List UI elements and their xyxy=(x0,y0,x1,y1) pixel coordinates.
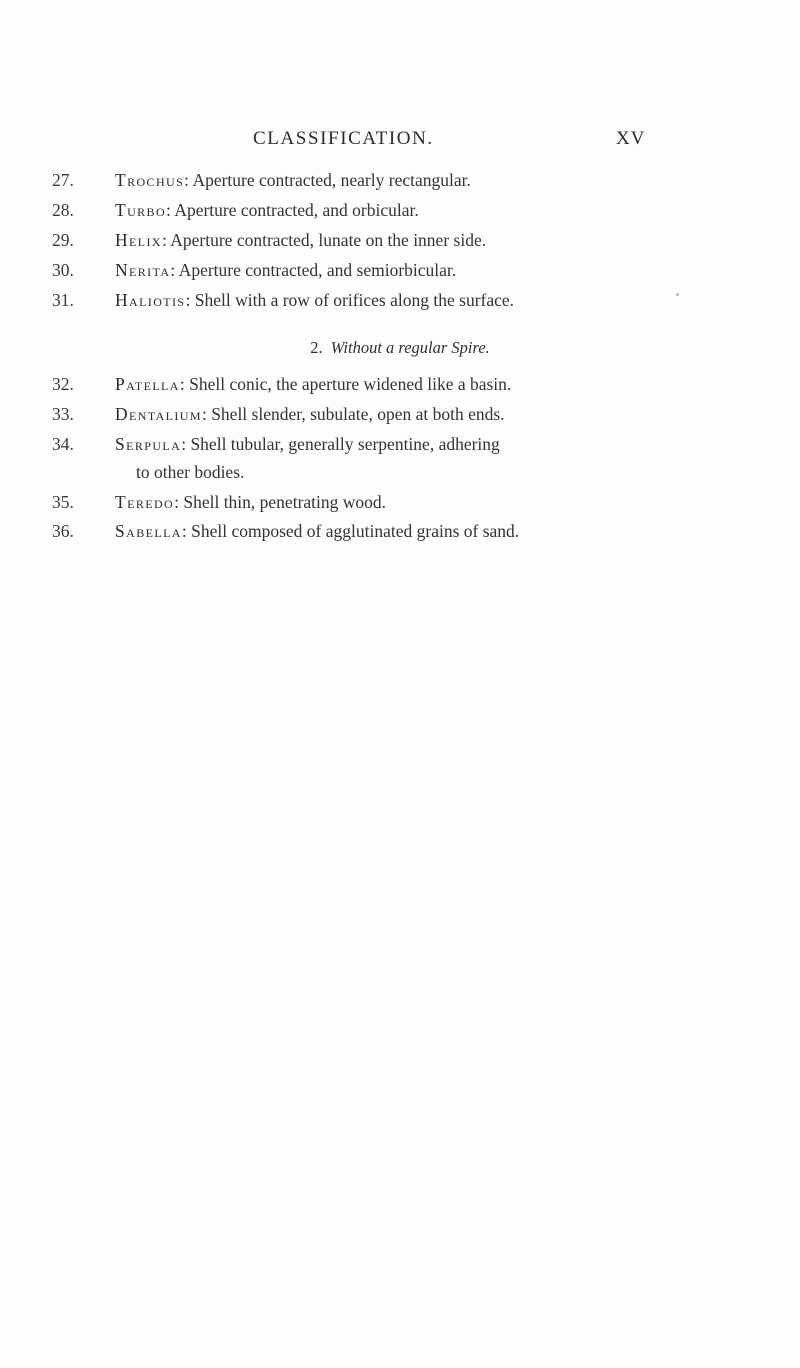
entry-number: 30. xyxy=(52,260,74,280)
running-head xyxy=(0,128,800,152)
section-subheading xyxy=(0,336,800,360)
entry-number: 31. xyxy=(52,290,74,310)
paper-speck xyxy=(676,293,679,296)
entry-number: 36. xyxy=(52,521,74,541)
genus-description: Aperture contracted, and orbicular. xyxy=(174,200,419,220)
entry-number: 28. xyxy=(52,200,74,220)
genus-name: Teredo xyxy=(115,492,175,512)
genus-name: Haliotis xyxy=(115,290,186,310)
genus-name: Nerita xyxy=(115,260,171,280)
running-title: CLASSIFICATION. xyxy=(253,128,434,149)
genus-description: Shell composed of agglutinated grains of sand. xyxy=(191,521,520,541)
genus-name: Helix xyxy=(115,230,162,250)
genus-description: Aperture contracted, nearly rectangular. xyxy=(192,170,471,190)
page-number: XV xyxy=(616,128,646,149)
genus-description: Shell thin, penetrating wood. xyxy=(183,492,387,512)
genus-description: Aperture contracted, lunate on the inner side. xyxy=(170,230,487,250)
genus-description: Shell with a row of orifices along the surface. xyxy=(194,290,515,310)
genus-description: Shell tubular, generally serpentine, adhering xyxy=(190,434,500,454)
genus-description: Shell conic, the aperture widened like a basin. xyxy=(189,374,512,394)
genus-description-continuation: to other bodies. xyxy=(136,462,245,482)
genus-name: Turbo xyxy=(115,200,167,220)
subsection-number: 2. xyxy=(310,338,323,357)
entry-number: 34. xyxy=(52,434,74,454)
genus-description: Shell slender, subulate, open at both ends. xyxy=(211,404,505,424)
genus-name: Trochus xyxy=(115,170,185,190)
entry-number: 35. xyxy=(52,492,74,512)
entry-number: 32. xyxy=(52,374,74,394)
entry-number: 33. xyxy=(52,404,74,424)
entry-number: 29. xyxy=(52,230,74,250)
genus-description: Aperture contracted, and semiorbicular. xyxy=(178,260,457,280)
subsection-title: Without a regular Spire. xyxy=(330,338,490,357)
entry-number: 27. xyxy=(52,170,74,190)
genus-name: Patella xyxy=(115,374,180,394)
genus-name: Dentalium xyxy=(115,404,202,424)
book-page: CLASSIFICATION. XV 27. Trochus: Aperture contracted, nearly rectangular. 28. Turbo: Aperture contracted, and orbicular. 29. Helix: Aperture contracted, lunate on the inner side. 30. Nerita: Aperture contracted, and semiorbicular. 31. Haliotis: Shell with a row of orifices along the surface. 2. Without a regular Spire. 32. Patella: Shell conic, the aperture widened like a basin. 33. Dentalium: Shell slender, subulate, open at both ends. 34. Serpula: Shell tubular, generally serpentine, adhering to other bodies. 35. Teredo: Shell thin, penetrating wood. 36. Sabella: Shell composed of agglutinated grains of sand. xyxy=(0,0,800,1368)
genus-name: Sabella xyxy=(115,521,182,541)
genus-name: Serpula xyxy=(115,434,182,454)
